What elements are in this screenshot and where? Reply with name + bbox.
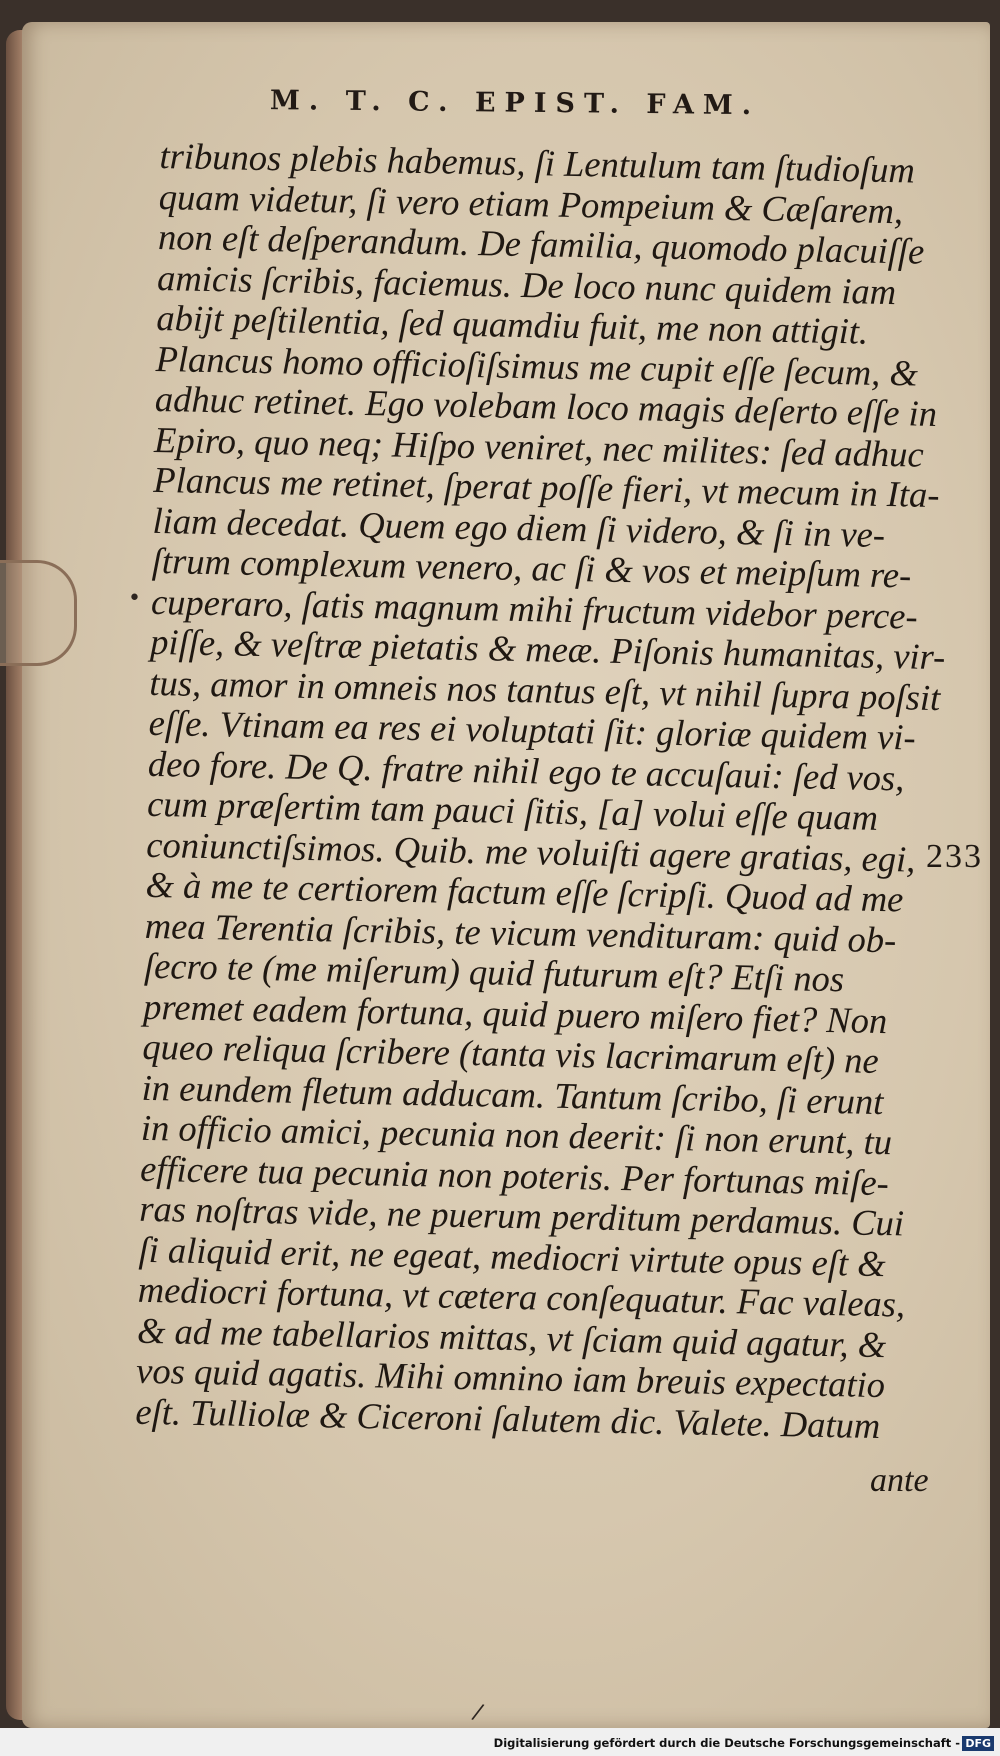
text-line: ſi aliquid erit, ne egeat, mediocri virtute opus eſt &	[138, 1228, 886, 1284]
text-line: mediocri fortuna, vt cætera conſequatur. Fac valeas,	[137, 1268, 906, 1325]
text-line: ſecro te (me miſerum) quid futurum eſt? Etſi nos	[143, 944, 845, 1000]
text-line: adhuc retinet. Ego volebam loco magis deſerto eſſe in	[154, 377, 938, 434]
text-line: ſtrum complexum venero, ac ſi & vos et meipſum re-	[151, 539, 912, 596]
text-line: piſſe, & veſtræ pietatis & meæ. Piſonis humanitas, vir-	[149, 620, 946, 678]
text-line: liam decedat. Quem ego diem ſi videro, & ſi in ve-	[152, 499, 886, 555]
text-line: amicis ſcribis, faciemus. De loco nunc quidem iam	[156, 256, 897, 312]
text-line: ras noſtras vide, ne puerum perditum perdamus. Cui	[139, 1187, 905, 1244]
text-line: deo fore. De Q. fratre nihil ego te accuſaui: ſed vos,	[147, 742, 905, 798]
text-line: vos quid agatis. Mihi omnino iam breuis expectatio	[135, 1349, 886, 1406]
text-line: cuperaro, ſatis magnum mihi fructum videbor perce-	[150, 580, 919, 637]
text-line: cum præſertim tam pauci ſitis, [a] volui eſſe quam	[146, 782, 879, 838]
text-line: eſt. Tulliolæ & Ciceroni ſalutem dic. Valete. Datum	[135, 1390, 881, 1446]
text-line: tribunos plebis habemus, ſi Lentulum tam ſtudioſum	[159, 135, 916, 191]
dfg-logo-icon: DFG	[962, 1736, 994, 1751]
text-line: efficere tua pecunia non poteris. Per fortunas miſe-	[139, 1147, 890, 1203]
ink-mark: •	[128, 586, 141, 611]
text-line: & ad me tabellarios mittas, vt ſciam quid agatur, &	[136, 1309, 887, 1365]
text-line: non eſt deſperandum. De familia, quomodo placuiſſe	[157, 215, 925, 272]
book-clasp	[0, 560, 77, 666]
text-line: quam videtur, ſi vero etiam Pompeium & Cæſarem,	[158, 175, 904, 231]
text-line: tus, amor in omneis nos tantus eſt, vt nihil ſupra poſsit	[149, 661, 941, 718]
text-line: & à me te certiorem factum eſſe ſcripſi. Quod ad me	[145, 863, 904, 920]
text-line: abijt peſtilentia, ſed quamdiu fuit, me non attigit.	[156, 296, 869, 352]
text-line: Plancus me retinet, ſperat poſſe fieri, vt mecum in Ita-	[153, 458, 940, 516]
text-line: premet eadem fortuna, quid puero miſero fiet? Non	[142, 985, 888, 1041]
catchword: ante	[870, 1462, 929, 1499]
text-line: queo reliqua ſcribere (tanta vis lacrimarum eſt) ne	[142, 1025, 880, 1081]
digitization-footer	[0, 1728, 1000, 1756]
margin-page-number: 233	[926, 838, 983, 875]
footer-credit: Digitalisierung gefördert durch die Deutsche Forschungsgemeinschaft -	[493, 1736, 960, 1750]
running-head: M. T. C. EPIST. FAM.	[269, 85, 761, 122]
text-line: Epiro, quo neq; Hiſpo veniret, nec milites: ſed adhuc	[153, 418, 925, 475]
text-line: mea Terentia ſcribis, te vicum vendituram: quid ob-	[144, 904, 897, 960]
text-line: in officio amici, pecunia non deerit: ſi non erunt, tu	[140, 1106, 893, 1163]
text-line: eſſe. Vtinam ea res ei voluptati ſit: gloriæ quidem vi-	[148, 701, 917, 758]
ink-mark: /	[469, 1699, 486, 1726]
body-text	[135, 135, 946, 1447]
text-line: coniunctiſsimos. Quib. me voluiſti agere gratias, egi,	[146, 823, 916, 880]
text-line: in eundem fletum adducam. Tantum ſcribo, ſi erunt	[141, 1066, 884, 1122]
text-line: Plancus homo officioſiſsimus me cupit eſſe ſecum, &	[155, 337, 919, 394]
